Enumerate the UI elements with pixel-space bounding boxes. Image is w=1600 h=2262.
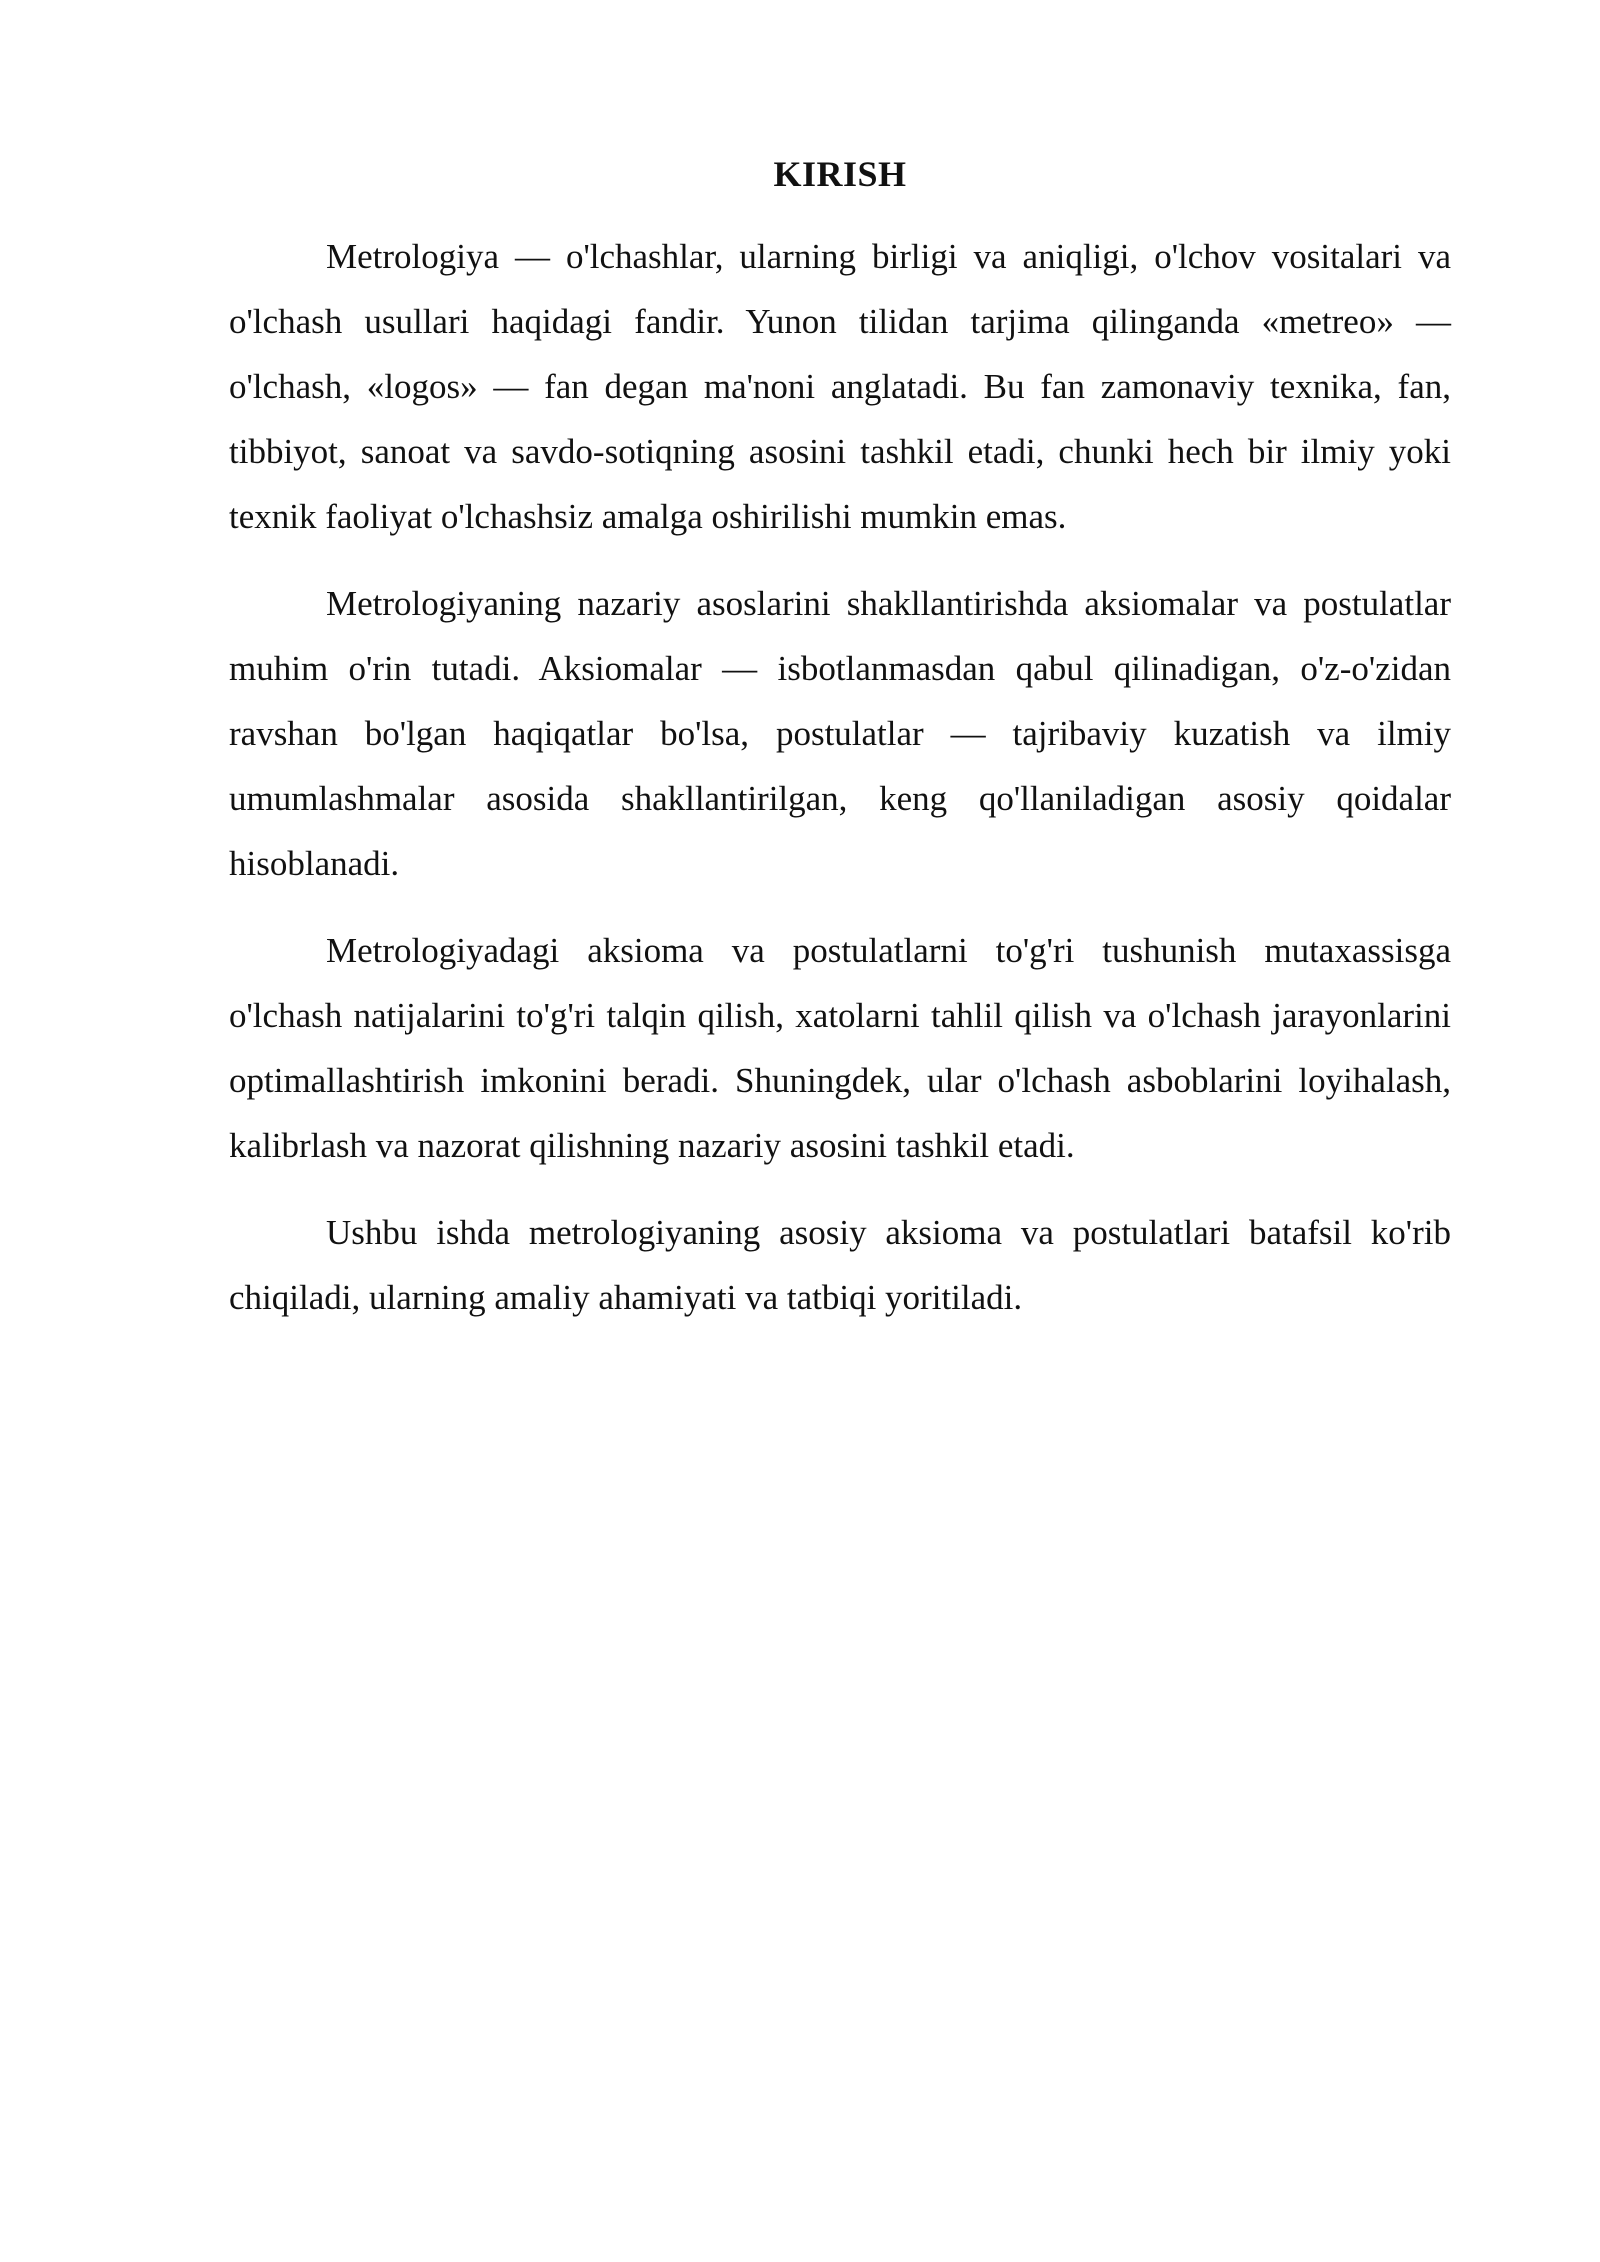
- paragraph-importance: Metrologiyadagi aksioma va postulatlarni to'g'ri tushunish mutaxassisga o'lchash natijalarini to'g'ri talqin qilish, xatolarni tahlil qilish va o'lchash jarayonlarini optimallashtirish imkonini beradi. Shuningdek, ular o'lchash asboblarini loyihalash, kalibrlash va nazorat qilishning nazariy asosini tashkil etadi.: [229, 931, 1451, 1165]
- page-title: KIRISH: [773, 154, 907, 194]
- page-content: [229, 148, 1451, 1352]
- paragraph-axioms-postulates: Metrologiyaning nazariy asoslarini shakllantirishda aksiomalar va postulatlar muhim o'rin tutadi. Aksiomalar — isbotlanmasdan qabul qilinadigan, o'z-o'zidan ravshan bo'lgan haqiqatlar bo'lsa, postulatlar — tajribaviy kuzatish va ilmiy umumlashmalar asosida shakllantirilgan, keng qo'llaniladigan asosiy qoidalar hisoblanadi.: [229, 584, 1451, 883]
- paragraph-introduction: Metrologiya — o'lchashlar, ularning birligi va aniqligi, o'lchov vositalari va o'lchash usullari haqidagi fandir. Yunon tilidan tarjima qilinganda «metreo» — o'lchash, «logos» — fan degan ma'noni anglatadi. Bu fan zamonaviy texnika, fan, tibbiyot, sanoat va savdo-sotiqning asosini tashkil etadi, chunki hech bir ilmiy yoki texnik faoliyat o'lchashsiz amalga oshirilishi mumkin emas.: [229, 237, 1451, 536]
- paragraph-scope: Ushbu ishda metrologiyaning asosiy aksioma va postulatlari batafsil ko'rib chiqiladi, ularning amaliy ahamiyati va tatbiqi yoritiladi.: [229, 1213, 1451, 1317]
